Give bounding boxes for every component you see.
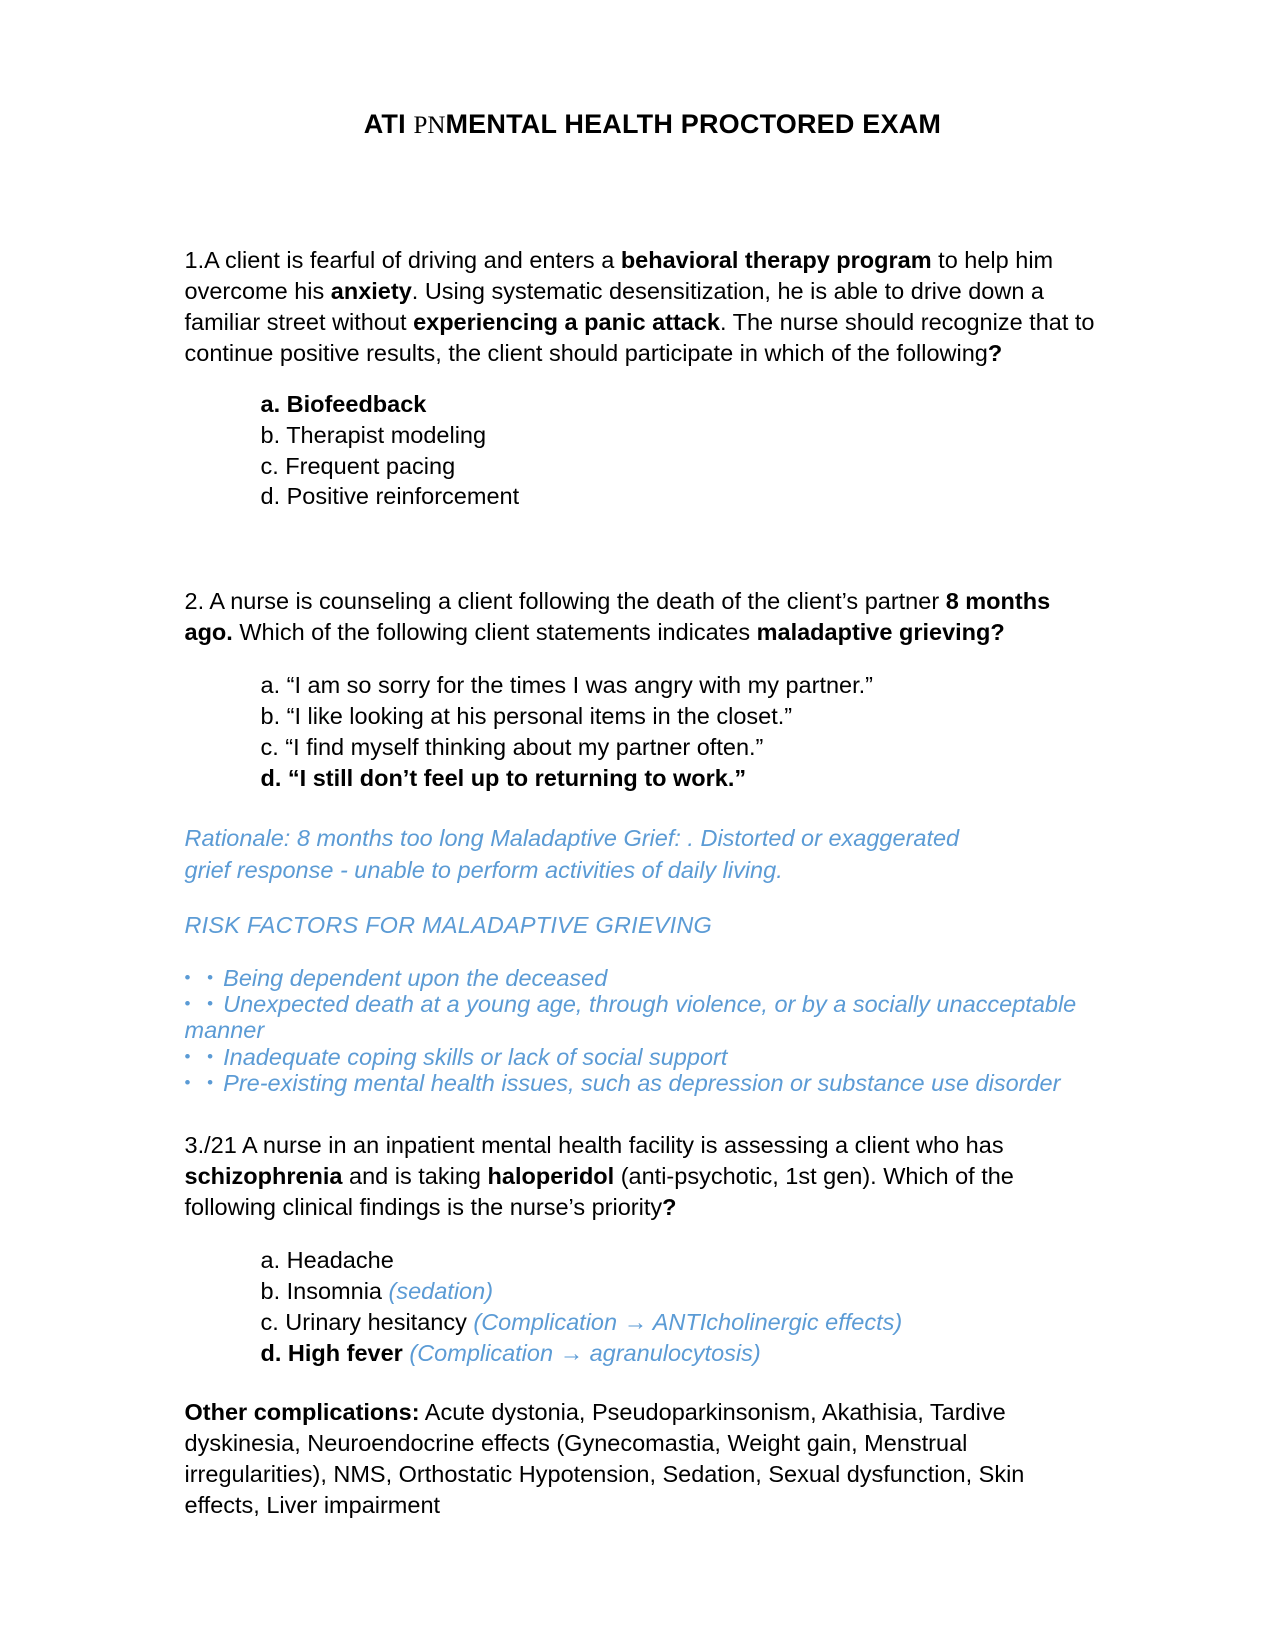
question-3-stem — [185, 1130, 1105, 1223]
text-segment-1: schizophrenia — [184, 1163, 343, 1190]
text-segment-0: 3./21 A nurse in an inpatient mental health facility is assessing a client who has — [184, 1132, 1004, 1159]
text-segment-1: 8 months ago. — [184, 588, 1051, 646]
option-correct[interactable] — [261, 1338, 1105, 1369]
option[interactable] — [261, 1245, 1105, 1276]
rationale-block — [185, 823, 1105, 886]
text-segment-2: to help him overcome his — [184, 247, 1054, 305]
question-3-options — [185, 1245, 1105, 1368]
option-label: b. Insomnia — [260, 1278, 389, 1305]
option-annotation: (Complication → agranulocytosis) — [409, 1339, 761, 1366]
question-2 — [185, 586, 1105, 793]
option-correct[interactable]: d. “I still don’t feel up to returning to work.” — [260, 764, 747, 791]
rationale-line-1: Rationale: 8 months too long Maladaptive Grief: . Distorted or exaggerated — [184, 825, 960, 852]
other-complications-heading: Other complications: — [184, 1398, 420, 1425]
question-1-stem — [185, 245, 1105, 369]
text-segment-3: anxiety — [330, 278, 412, 305]
option[interactable]: a. “I am so sorry for the times I was angry with my partner.” — [260, 672, 873, 699]
risk-factor-text: Being dependent upon the deceased — [223, 964, 608, 991]
risk-factor-item — [185, 1044, 1105, 1070]
question-3 — [185, 1130, 1105, 1368]
option[interactable] — [261, 1276, 1105, 1307]
text-segment-3: haloperidol — [487, 1163, 615, 1190]
double-bullet-icon: • • — [184, 1046, 220, 1066]
question-1-options — [185, 389, 1105, 512]
text-segment-1: behavioral therapy program — [620, 247, 932, 273]
other-complications-body: Acute dystonia, Pseudoparkinsonism, Akathisia, Tardive dyskinesia, Neuroendocrine effects (Gynecomastia, Weight gain, Menstrual irregularities), NMS, Orthostatic Hypotension, Sedation, Sexual dysfunction, Skin effects, Liver impairment — [184, 1398, 1025, 1519]
option-correct[interactable]: a. Biofeedback — [260, 391, 427, 418]
double-bullet-icon: • • — [184, 994, 220, 1014]
option[interactable]: d. Positive reinforcement — [260, 483, 520, 510]
option[interactable]: b. Therapist modeling — [260, 421, 487, 448]
risk-factor-item — [185, 1070, 1105, 1096]
option[interactable]: c. “I find myself thinking about my partner often.” — [260, 733, 764, 760]
text-segment-2: Which of the following client statements indicates — [232, 619, 757, 646]
risk-factor-item — [185, 965, 1105, 991]
question-2-options — [185, 670, 1105, 793]
question-2-stem — [185, 586, 1105, 648]
option-label: a. Headache — [260, 1247, 394, 1274]
text-segment-5: ? — [662, 1194, 677, 1221]
rationale-line-2: grief response - unable to perform activities of daily living. — [184, 856, 783, 883]
risk-factor-text: Pre-existing mental health issues, such as depression or substance use disorder — [223, 1070, 1061, 1097]
option[interactable]: b. “I like looking at his personal items in the closet.” — [260, 703, 793, 729]
other-complications — [185, 1397, 1105, 1522]
text-segment-2: and is taking — [342, 1163, 488, 1190]
risk-factor-text: Unexpected death at a young age, through violence, or by a socially unacceptable manner — [184, 991, 1077, 1044]
text-segment-7: ? — [987, 340, 1003, 367]
risk-factor-item — [185, 991, 1105, 1044]
option[interactable]: c. Frequent pacing — [260, 452, 456, 479]
option-annotation: (sedation) — [388, 1278, 494, 1305]
document-body — [171, 171, 1105, 1522]
double-bullet-icon: • • — [184, 967, 220, 987]
title-prefix: ATI — [363, 109, 414, 139]
double-bullet-icon: • • — [184, 1073, 220, 1093]
text-segment-4: . Using systematic desensitization, he is able to drive down a familiar street without — [184, 278, 1044, 336]
text-segment-3: maladaptive grieving? — [756, 619, 1005, 646]
text-segment-0: 2. A nurse is counseling a client following the death of the client’s partner — [184, 588, 946, 615]
text-segment-4: (anti-psychotic, 1st gen). Which of the following clinical findings is the nurse’s priority — [184, 1163, 1014, 1221]
option-label: c. Urinary hesitancy — [260, 1309, 474, 1336]
question-1 — [185, 245, 1105, 512]
text-segment-5: experiencing a panic attack — [413, 309, 720, 336]
risk-factor-text: Inadequate coping skills or lack of social support — [223, 1043, 728, 1070]
text-segment-0: 1.A client is fearful of driving and enters a — [184, 247, 621, 273]
title-pn: PN — [413, 112, 446, 139]
text-segment-6: . The nurse should recognize that to continue positive results, the client should participate in which of the following — [184, 309, 1095, 367]
option[interactable] — [261, 1307, 1105, 1338]
page-title — [0, 0, 1275, 171]
title-main: MENTAL HEALTH PROCTORED EXAM — [445, 109, 942, 139]
option-annotation: (Complication → ANTIcholinergic effects) — [473, 1309, 903, 1336]
risk-factors-list — [185, 965, 1105, 1097]
risk-factors-heading: RISK FACTORS FOR MALADAPTIVE GRIEVING — [184, 911, 713, 938]
option-label: d. High fever — [260, 1339, 410, 1366]
